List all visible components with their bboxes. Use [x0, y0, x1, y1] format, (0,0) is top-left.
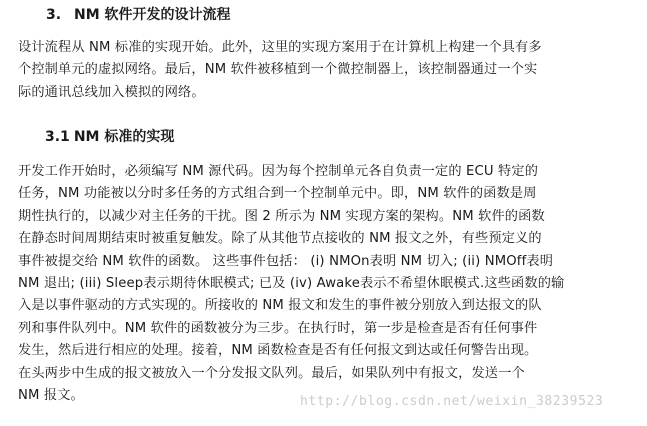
paragraph-line: NM 报文。 [18, 387, 84, 403]
watermark-url: http://blog.csdn.net/weixin_38239523 [300, 394, 604, 409]
section-3-1-heading [45, 127, 174, 147]
section-3-paragraph [18, 37, 638, 104]
paragraph-line: 设计流程从 NM 标准的实现开始。此外，这里的实现方案用于在计算机上构建一个具有多 [18, 40, 542, 55]
paragraph-line: 在静态时间周期结束时被重复触发。除了从其他节点接收的 NM 报文之外，有些预定义的 [18, 231, 542, 247]
paragraph-line: 发生，然后进行相应的处理。接着，NM 函数检查是否有任何报文到达或任何警告出现。 [18, 343, 538, 359]
section-3-1-paragraph [18, 161, 638, 407]
section-3-1-title: NM 标准的实现 [73, 129, 175, 145]
paragraph-line: 开发工作开始时，必须编写 NM 源代码。因为每个控制单元各自负责一定的 ECU 特定的 [18, 164, 539, 179]
paragraph-line: 在头两步中生成的报文被放入一个分发报文队列。最后，如果队列中有报文，发送一个 [18, 365, 525, 381]
paragraph-line: 任务，NM 功能被以分时多任务的方式组合到一个控制单元中。即，NM 软件的函数是周 [18, 186, 537, 202]
paragraph-line: 际的通讯总线加入模拟的网络。 [18, 84, 205, 100]
paragraph-line: 事件被提交给 NM 软件的函数。 这些事件包括： (i) NMOn表明 NM 切入; (ii) NMOff表明 [18, 253, 554, 269]
section-3-title: NM 软件开发的设计流程 [74, 7, 231, 23]
paragraph-line: 个控制单元的虚拟网络。最后，NM 软件被移植到一个微控制器上，该控制器通过一个实 [18, 62, 538, 78]
paragraph-line: 期性执行的，以减少对主任务的干扰。图 2 所示为 NM 实现方案的架构。NM 软件的函数 [18, 208, 545, 224]
paragraph-line: 入是以事件驱动的方式实现的。所接收的 NM 报文和发生的事件被分别放入到达报文的队 [18, 298, 542, 314]
paragraph-line: 列和事件队列中。NM 软件的函数被分为三步。在执行时，第一步是检查是否有任何事件 [18, 320, 538, 336]
section-3-heading [46, 5, 231, 25]
paragraph-line: NM 退出; (iii) Sleep表示期待休眠模式; 已及 (iv) Awake表示不希望休眠模式.这些函数的输 [18, 275, 565, 291]
section-3-1-number: 3.1 [45, 129, 70, 145]
section-3-number: 3. [46, 7, 62, 23]
